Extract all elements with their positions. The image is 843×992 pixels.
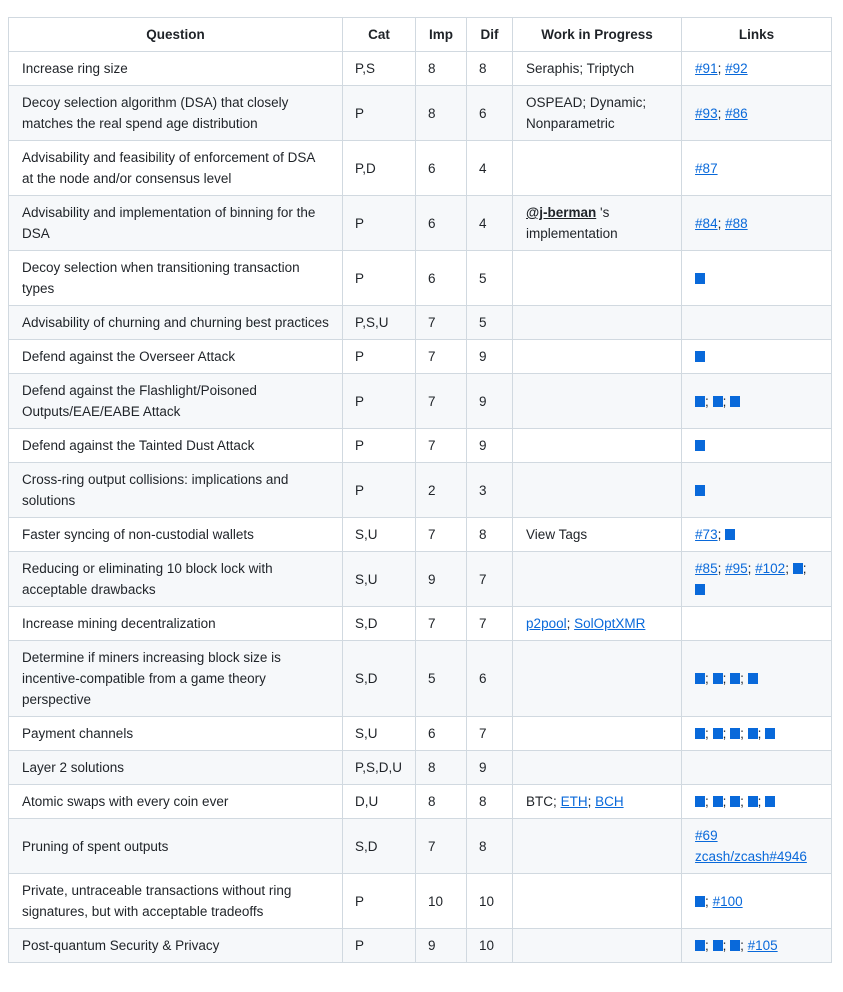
importance-cell: 8 <box>416 52 467 86</box>
importance-cell: 6 <box>416 141 467 196</box>
difficulty-cell: 3 <box>467 463 513 518</box>
difficulty-cell: 8 <box>467 518 513 552</box>
link-square-icon[interactable] <box>695 273 705 284</box>
table-row <box>9 717 832 751</box>
importance-cell: 7 <box>416 518 467 552</box>
question-cell: Increase mining decentralization <box>9 607 343 641</box>
header-work-in-progress: Work in Progress <box>513 18 682 52</box>
issue-link[interactable]: #93 <box>695 105 718 121</box>
table-row <box>9 196 832 251</box>
question-cell: Decoy selection algorithm (DSA) that closely matches the real spend age distribution <box>9 86 343 141</box>
link-square-icon[interactable] <box>713 940 723 951</box>
header-question: Question <box>9 18 343 52</box>
table-row <box>9 751 832 785</box>
issue-link[interactable]: #85 <box>695 561 718 576</box>
question-cell: Reducing or eliminating 10 block lock with acceptable drawbacks <box>9 552 343 607</box>
link-square-icon[interactable] <box>748 673 758 684</box>
table-row <box>9 607 832 641</box>
issue-link[interactable]: #88 <box>725 215 748 231</box>
work-in-progress-cell <box>513 751 682 785</box>
category-cell: S,U <box>343 552 416 607</box>
link-square-icon[interactable] <box>730 728 740 739</box>
link-square-icon[interactable] <box>695 351 705 362</box>
header-cat: Cat <box>343 18 416 52</box>
importance-cell: 2 <box>416 463 467 518</box>
links-cell <box>682 751 832 785</box>
table-row <box>9 340 832 374</box>
link-square-icon[interactable] <box>695 728 705 739</box>
issue-link[interactable]: #69 <box>695 828 718 843</box>
links-cell <box>682 196 832 251</box>
issue-link[interactable]: SolOptXMR <box>574 616 646 631</box>
category-cell: P <box>343 251 416 306</box>
links-cell <box>682 518 832 552</box>
link-square-icon[interactable] <box>730 796 740 807</box>
table-row <box>9 819 832 874</box>
question-cell: Cross-ring output collisions: implications and solutions <box>9 463 343 518</box>
issue-link[interactable]: p2pool <box>526 616 567 631</box>
link-square-icon[interactable] <box>695 796 705 807</box>
category-cell: S,U <box>343 717 416 751</box>
table-row <box>9 552 832 607</box>
text-segment: ; <box>722 726 731 741</box>
issue-link[interactable]: #95 <box>725 561 748 576</box>
text-segment: ; <box>740 794 748 809</box>
links-cell <box>682 552 832 607</box>
difficulty-cell: 10 <box>467 874 513 929</box>
text-segment: ; <box>566 616 575 631</box>
work-in-progress-cell <box>513 929 682 963</box>
text-segment: ; <box>717 527 726 542</box>
importance-cell: 8 <box>416 785 467 819</box>
text-segment: ; <box>705 938 713 953</box>
importance-cell: 7 <box>416 429 467 463</box>
links-cell <box>682 141 832 196</box>
work-in-progress-cell <box>513 196 682 251</box>
issue-link[interactable]: #84 <box>695 215 718 231</box>
text-segment: ; <box>587 794 596 809</box>
question-cell: Advisability of churning and churning best practices <box>9 306 343 340</box>
link-square-icon[interactable] <box>730 396 740 407</box>
link-square-icon[interactable] <box>748 728 758 739</box>
category-cell: P,S,D,U <box>343 751 416 785</box>
category-cell: P <box>343 463 416 518</box>
link-square-icon[interactable] <box>713 673 723 684</box>
links-cell <box>682 641 832 717</box>
text-segment: ; <box>757 794 766 809</box>
text-segment: ; <box>785 561 793 576</box>
importance-cell: 9 <box>416 929 467 963</box>
category-cell: P,D <box>343 141 416 196</box>
issue-link[interactable]: #105 <box>747 938 778 953</box>
table-row <box>9 785 832 819</box>
text-segment: ; <box>722 938 731 953</box>
difficulty-cell: 4 <box>467 196 513 251</box>
importance-cell: 5 <box>416 641 467 717</box>
links-cell <box>682 374 832 429</box>
work-in-progress-cell <box>513 306 682 340</box>
text-segment: OSPEAD; Dynamic; Nonparametric <box>526 95 647 131</box>
importance-cell: 7 <box>416 819 467 874</box>
text-segment: ; <box>705 726 713 741</box>
link-square-icon[interactable] <box>713 396 723 407</box>
link-square-icon[interactable] <box>725 529 735 540</box>
issue-link[interactable]: #92 <box>725 61 748 76</box>
header-dif: Dif <box>467 18 513 52</box>
work-in-progress-cell <box>513 251 682 306</box>
difficulty-cell: 5 <box>467 306 513 340</box>
question-cell: Determine if miners increasing block size is incentive-compatible from a game theory perspective <box>9 641 343 717</box>
issue-link[interactable]: BCH <box>595 794 624 809</box>
text-segment: ; <box>717 61 726 76</box>
header-imp: Imp <box>416 18 467 52</box>
category-cell: P,S <box>343 52 416 86</box>
text-segment: Seraphis; Triptych <box>526 61 635 76</box>
table-row <box>9 463 832 518</box>
text-segment: ; <box>802 561 807 576</box>
link-square-icon[interactable] <box>793 563 803 574</box>
table-row <box>9 429 832 463</box>
table-row <box>9 141 832 196</box>
question-cell: Defend against the Overseer Attack <box>9 340 343 374</box>
difficulty-cell: 5 <box>467 251 513 306</box>
header-links: Links <box>682 18 832 52</box>
issue-link[interactable]: ETH <box>560 794 588 809</box>
text-segment: ; <box>740 671 748 686</box>
category-cell: P <box>343 196 416 251</box>
importance-cell: 10 <box>416 874 467 929</box>
work-in-progress-cell <box>513 785 682 819</box>
text-segment: ; <box>705 671 713 686</box>
links-cell <box>682 86 832 141</box>
question-cell: Advisability and feasibility of enforcement of DSA at the node and/or consensus level <box>9 141 343 196</box>
text-segment: ; <box>740 938 748 953</box>
links-cell <box>682 306 832 340</box>
table-row <box>9 306 832 340</box>
table-row <box>9 251 832 306</box>
importance-cell: 6 <box>416 717 467 751</box>
links-cell <box>682 874 832 929</box>
question-cell: Decoy selection when transitioning transaction types <box>9 251 343 306</box>
issue-link[interactable]: #91 <box>695 61 718 76</box>
difficulty-cell: 6 <box>467 641 513 717</box>
links-cell <box>682 717 832 751</box>
link-square-icon[interactable] <box>765 796 775 807</box>
question-cell: Increase ring size <box>9 52 343 86</box>
issue-link[interactable]: #102 <box>755 561 786 576</box>
table-row <box>9 929 832 963</box>
difficulty-cell: 9 <box>467 340 513 374</box>
category-cell: D,U <box>343 785 416 819</box>
table-row <box>9 52 832 86</box>
category-cell: P <box>343 340 416 374</box>
links-cell <box>682 785 832 819</box>
issue-link[interactable]: zcash/zcash#4946 <box>695 849 807 864</box>
category-cell: P,S,U <box>343 306 416 340</box>
work-in-progress-cell <box>513 86 682 141</box>
category-cell: P <box>343 874 416 929</box>
category-cell: S,D <box>343 607 416 641</box>
issue-link[interactable]: #73 <box>695 527 718 542</box>
difficulty-cell: 8 <box>467 785 513 819</box>
links-cell <box>682 463 832 518</box>
links-cell <box>682 52 832 86</box>
work-in-progress-cell <box>513 463 682 518</box>
user-mention-link[interactable]: @j-berman <box>526 205 597 220</box>
link-square-icon[interactable] <box>713 796 723 807</box>
issue-link[interactable]: #100 <box>712 893 743 909</box>
text-segment: View Tags <box>526 527 588 542</box>
text-segment: ; <box>747 561 756 576</box>
link-square-icon[interactable] <box>748 796 758 807</box>
work-in-progress-cell <box>513 874 682 929</box>
links-cell <box>682 929 832 963</box>
table-row <box>9 641 832 717</box>
difficulty-cell: 4 <box>467 141 513 196</box>
work-in-progress-cell <box>513 340 682 374</box>
work-in-progress-cell <box>513 52 682 86</box>
links-cell <box>682 429 832 463</box>
category-cell: S,D <box>343 819 416 874</box>
text-segment: ; <box>722 393 731 409</box>
question-cell: Atomic swaps with every coin ever <box>9 785 343 819</box>
difficulty-cell: 7 <box>467 607 513 641</box>
work-in-progress-cell <box>513 518 682 552</box>
difficulty-cell: 7 <box>467 717 513 751</box>
question-cell: Pruning of spent outputs <box>9 819 343 874</box>
link-square-icon[interactable] <box>713 728 723 739</box>
links-cell <box>682 251 832 306</box>
header-row <box>9 18 832 52</box>
work-in-progress-cell <box>513 717 682 751</box>
text-segment: ; <box>722 671 731 686</box>
link-square-icon[interactable] <box>730 940 740 951</box>
difficulty-cell: 8 <box>467 52 513 86</box>
link-square-icon[interactable] <box>695 396 705 407</box>
category-cell: S,U <box>343 518 416 552</box>
question-cell: Defend against the Flashlight/Poisoned Outputs/EAE/EABE Attack <box>9 374 343 429</box>
importance-cell: 6 <box>416 251 467 306</box>
importance-cell: 7 <box>416 340 467 374</box>
link-square-icon[interactable] <box>695 673 705 684</box>
work-in-progress-cell <box>513 552 682 607</box>
link-square-icon[interactable] <box>695 940 705 951</box>
table-body <box>9 52 832 963</box>
category-cell: P <box>343 374 416 429</box>
table-row <box>9 86 832 141</box>
question-cell: Defend against the Tainted Dust Attack <box>9 429 343 463</box>
work-in-progress-cell <box>513 374 682 429</box>
work-in-progress-cell <box>513 141 682 196</box>
work-in-progress-cell <box>513 607 682 641</box>
links-cell <box>682 607 832 641</box>
text-segment: 's implementation <box>526 205 618 241</box>
text-segment: ; <box>705 794 713 809</box>
research-questions-table <box>8 17 832 963</box>
question-cell: Layer 2 solutions <box>9 751 343 785</box>
table-row <box>9 374 832 429</box>
link-square-icon[interactable] <box>730 673 740 684</box>
importance-cell: 8 <box>416 751 467 785</box>
link-square-icon[interactable] <box>695 440 705 451</box>
links-cell <box>682 819 832 874</box>
text-segment: ; <box>717 105 726 121</box>
importance-cell: 6 <box>416 196 467 251</box>
table-row <box>9 518 832 552</box>
question-cell: Faster syncing of non-custodial wallets <box>9 518 343 552</box>
difficulty-cell: 10 <box>467 929 513 963</box>
importance-cell: 9 <box>416 552 467 607</box>
difficulty-cell: 9 <box>467 429 513 463</box>
question-cell: Private, untraceable transactions without ring signatures, but with acceptable tradeoffs <box>9 874 343 929</box>
importance-cell: 7 <box>416 374 467 429</box>
text-segment: ; <box>757 726 766 741</box>
text-segment: ; <box>740 726 748 741</box>
work-in-progress-cell <box>513 641 682 717</box>
difficulty-cell: 6 <box>467 86 513 141</box>
link-square-icon[interactable] <box>765 728 775 739</box>
difficulty-cell: 9 <box>467 751 513 785</box>
text-segment: ; <box>717 215 726 231</box>
link-square-icon[interactable] <box>695 896 705 907</box>
work-in-progress-cell <box>513 819 682 874</box>
question-cell: Advisability and implementation of binning for the DSA <box>9 196 343 251</box>
difficulty-cell: 9 <box>467 374 513 429</box>
link-square-icon[interactable] <box>695 485 705 496</box>
links-cell <box>682 340 832 374</box>
work-in-progress-cell <box>513 429 682 463</box>
text-segment: ; <box>705 393 713 409</box>
text-segment: ; <box>722 794 731 809</box>
difficulty-cell: 7 <box>467 552 513 607</box>
importance-cell: 7 <box>416 306 467 340</box>
table-row <box>9 874 832 929</box>
question-cell: Post-quantum Security & Privacy <box>9 929 343 963</box>
difficulty-cell: 8 <box>467 819 513 874</box>
question-cell: Payment channels <box>9 717 343 751</box>
importance-cell: 7 <box>416 607 467 641</box>
importance-cell: 8 <box>416 86 467 141</box>
link-square-icon[interactable] <box>695 584 705 595</box>
issue-link[interactable]: #86 <box>725 105 748 121</box>
issue-link[interactable]: #87 <box>695 160 718 176</box>
category-cell: P <box>343 929 416 963</box>
text-segment: ; <box>705 893 713 909</box>
category-cell: P <box>343 429 416 463</box>
text-segment: ; <box>717 561 726 576</box>
category-cell: P <box>343 86 416 141</box>
category-cell: S,D <box>343 641 416 717</box>
text-segment: BTC; <box>526 794 561 809</box>
